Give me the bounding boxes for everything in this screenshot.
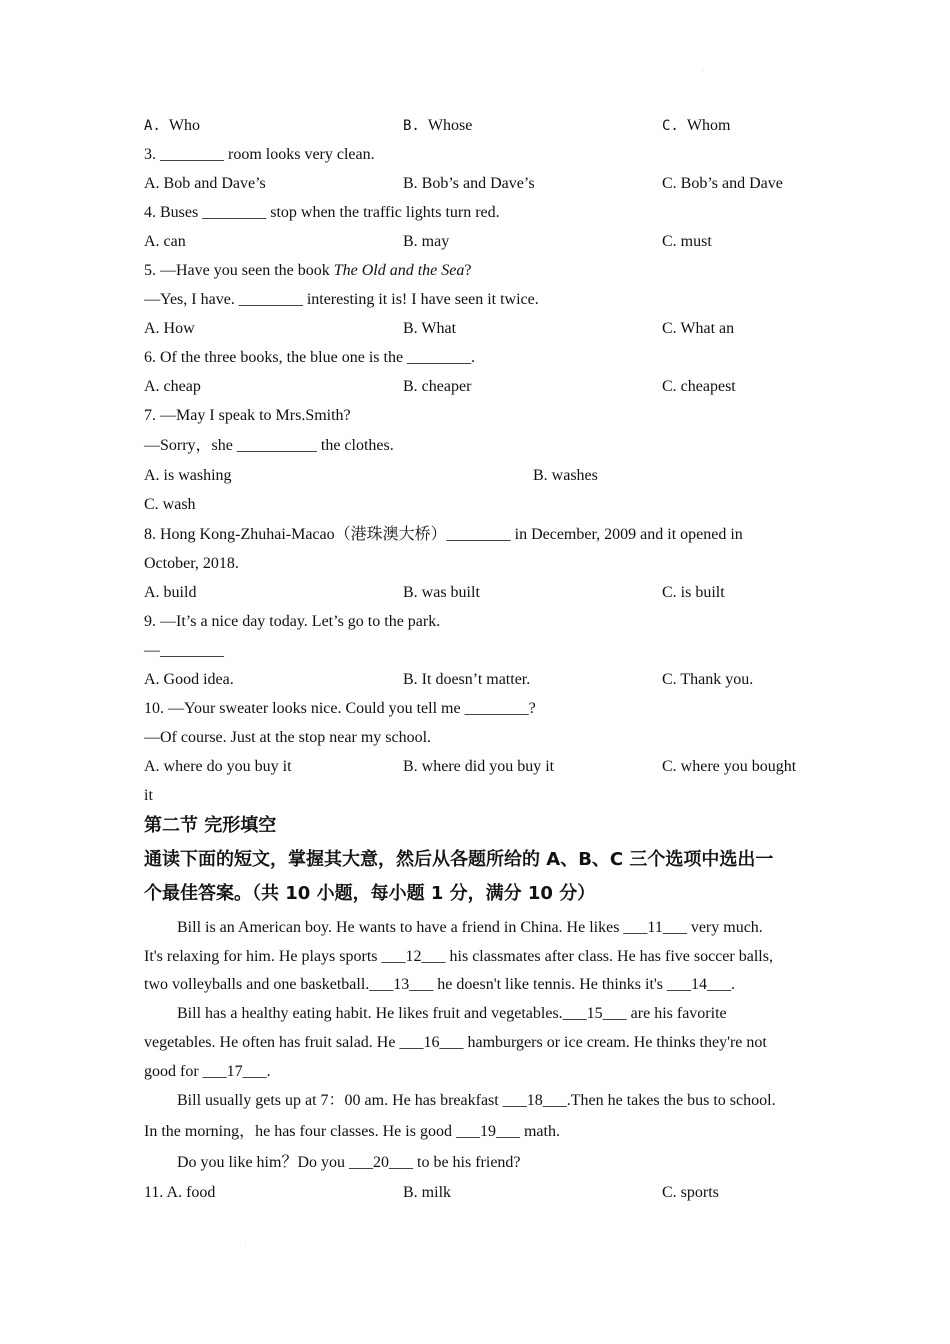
q9-stem: 9. —It’s a nice day today. Let’s go to the park. <box>144 613 441 630</box>
book-title: The Old and the Sea <box>333 262 465 279</box>
blank-14: ___14___ <box>667 976 732 993</box>
q5-stem: 5. —Have you seen the book The Old and the Sea? <box>144 262 472 279</box>
q9-option-c: C. Thank you. <box>662 671 754 688</box>
passage-line-6: good for ___17___. <box>144 1063 271 1080</box>
blank-18: ___18___ <box>502 1092 567 1109</box>
q8-option-c: C. is built <box>662 584 725 601</box>
q6-option-c: C. cheapest <box>662 378 736 395</box>
blank-15: ___15___ <box>562 1005 627 1022</box>
q10-option-c-cont: it <box>144 787 153 804</box>
passage-line-7: Bill usually gets up at 7：00 am. He has breakfast ___18___.Then he takes the bus to school. <box>177 1092 776 1109</box>
blank-19: ___19___ <box>455 1123 520 1140</box>
q9-option-a: A. Good idea. <box>144 671 234 688</box>
blank-13: ___13___ <box>369 976 434 993</box>
passage-line-5: vegetables. He often has fruit salad. He ___16___ hamburgers or ice cream. He thinks they're not <box>144 1034 767 1051</box>
blank-11: ___11___ <box>623 919 687 936</box>
q3-option-b: B. Bob’s and Dave’s <box>403 175 535 192</box>
section-instruction-line1: 通读下面的短文，掌握其大意，然后从各题所给的 A、B、C 三个选项中选出一 <box>144 849 774 870</box>
q3-option-a: A. Bob and Dave’s <box>144 175 266 192</box>
q2-option-a: A. Who <box>144 117 200 134</box>
q11-option-a: 11. A. food <box>144 1184 216 1201</box>
passage-line-3: two volleyballs and one basketball.___13___ he doesn't like tennis. He thinks it's ___14___. <box>144 976 736 993</box>
q6-option-a: A. cheap <box>144 378 201 395</box>
blank-12: ___12___ <box>381 948 446 965</box>
q8-stem: 8. Hong Kong-Zhuhai-Macao（港珠澳大桥）________ in December, 2009 and it opened in <box>144 526 743 543</box>
q5-reply: —Yes, I have. ________ interesting it is! I have seen it twice. <box>144 291 539 308</box>
q9-reply: —________ <box>144 642 224 659</box>
q7-option-b: B. washes <box>533 467 598 484</box>
q4-option-c: C. must <box>662 233 712 250</box>
page-mark: . <box>703 67 705 73</box>
q11-option-c: C. sports <box>662 1184 719 1201</box>
q2-option-b: B. Whose <box>403 117 473 134</box>
q10-option-b: B. where did you buy it <box>403 758 555 775</box>
q7-reply: —Sorry，she __________ the clothes. <box>144 437 394 454</box>
blank-17: ___17___ <box>202 1063 267 1080</box>
passage-line-8: In the morning，he has four classes. He is good ___19___ math. <box>144 1123 560 1140</box>
q7-stem: 7. —May I speak to Mrs.Smith? <box>144 407 351 424</box>
q5-option-a: A. How <box>144 320 195 337</box>
q10-option-a: A. where do you buy it <box>144 758 292 775</box>
passage-line-2: It's relaxing for him. He plays sports ___12___ his classmates after class. He has five soccer balls, <box>144 948 773 965</box>
q4-option-a: A. can <box>144 233 186 250</box>
q6-option-b: B. cheaper <box>403 378 472 395</box>
q2-option-c: C. Whom <box>662 117 731 134</box>
q8-option-a: A. build <box>144 584 197 601</box>
q5-option-b: B. What <box>403 320 457 337</box>
blank-20: ___20___ <box>349 1154 413 1171</box>
passage-line-1: Bill is an American boy. He wants to have a friend in China. He likes ___11___ very much. <box>177 919 763 936</box>
q11-option-b: B. milk <box>403 1184 452 1201</box>
q6-stem: 6. Of the three books, the blue one is the ________. <box>144 349 476 366</box>
q4-stem: 4. Buses ________ stop when the traffic lights turn red. <box>144 204 500 221</box>
q5-option-c: C. What an <box>662 320 735 337</box>
q8-stem-cont: October, 2018. <box>144 555 239 572</box>
q3-option-c: C. Bob’s and Dave <box>662 175 783 192</box>
q9-option-b: B. It doesn’t matter. <box>403 671 531 688</box>
section-instruction-line2: 个最佳答案。（共 10 小题，每小题 1 分，满分 10 分） <box>144 883 596 904</box>
section-title: 第二节 完形填空 <box>144 815 277 836</box>
blank-16: ___16___ <box>399 1034 464 1051</box>
q7-option-a: A. is washing <box>144 467 232 484</box>
passage-line-4: Bill has a healthy eating habit. He likes fruit and vegetables.___15___ are his favorite <box>177 1005 727 1022</box>
q7-option-c: C. wash <box>144 496 196 513</box>
q3-stem: 3. ________ room looks very clean. <box>144 146 375 163</box>
q8-option-b: B. was built <box>403 584 480 601</box>
q10-stem: 10. —Your sweater looks nice. Could you tell me ________? <box>144 700 536 717</box>
page-mark-bottom: . <box>245 1243 247 1249</box>
passage-line-9: Do you like him？Do you ___20___ to be his friend? <box>177 1154 521 1171</box>
q4-option-b: B. may <box>403 233 450 250</box>
q10-option-c: C. where you bought <box>662 758 797 775</box>
q10-reply: —Of course. Just at the stop near my school. <box>144 729 432 746</box>
